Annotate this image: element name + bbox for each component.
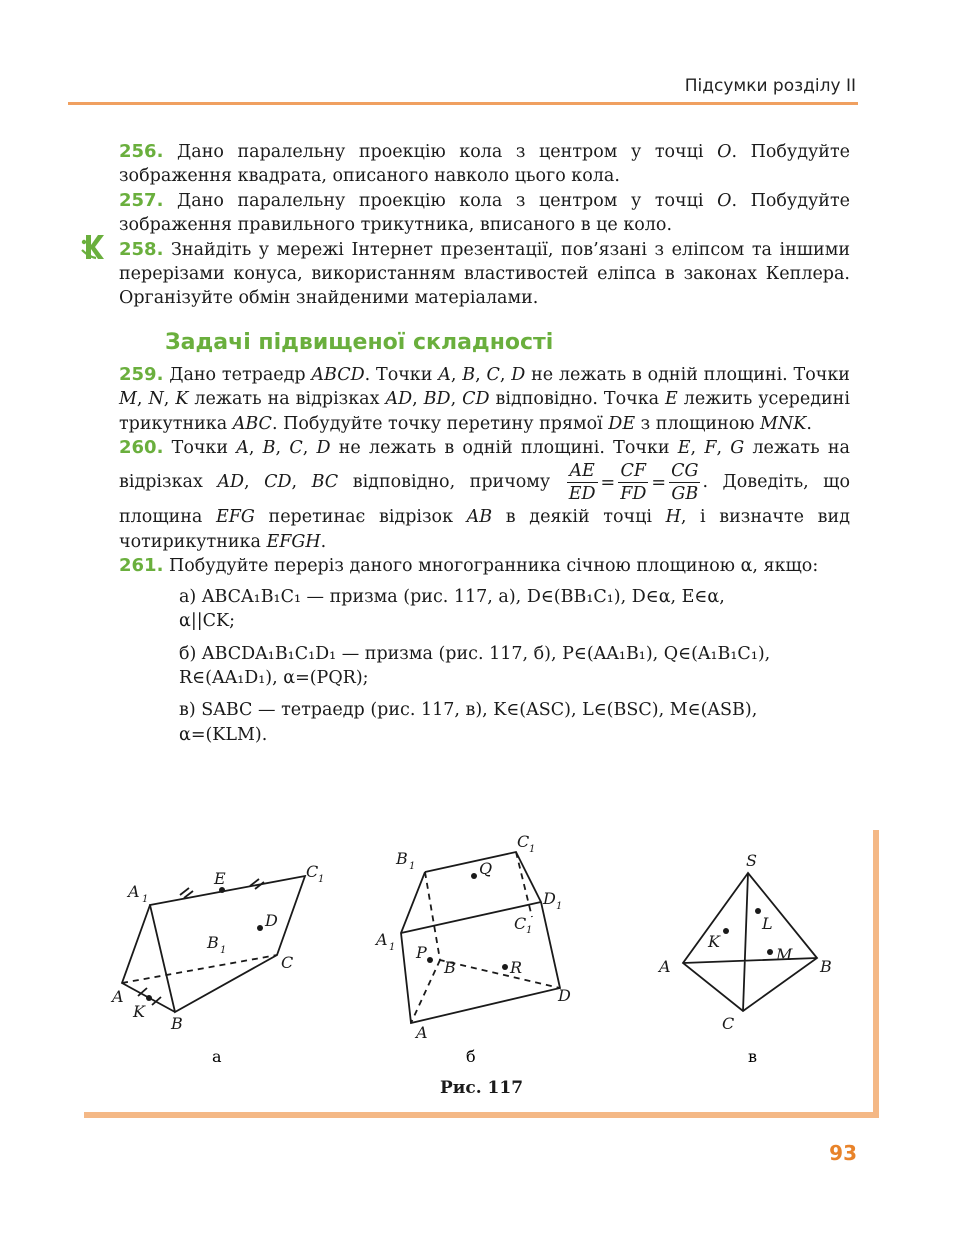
label-b: B [820,957,832,976]
equals-sign: = [600,472,616,493]
math: N [148,389,164,410]
math: MNK [760,413,807,434]
point-label: O [717,142,732,162]
problem-text: не лежать в одній площині. Точки [525,364,850,385]
problem-number: 261. [119,555,164,577]
math: ABCD [311,364,365,385]
point-d [257,925,263,931]
problem-text: , [475,364,487,385]
math: EFG [215,507,255,528]
label-k: K [708,932,720,951]
problem-text: , [716,438,731,459]
problem-number: 257. [119,189,164,211]
label-a1: A [128,882,140,901]
subscript: 1 [556,901,563,912]
label-l: L [762,914,773,933]
problem-text: не лежать в одній площині. Точки [330,438,678,459]
problem-text: лежать на відрізках [188,389,386,410]
tetrahedron-edges [683,873,817,1011]
math: DE [608,413,636,434]
problem-text: , [244,472,265,493]
denominator: ED [568,484,596,505]
subitem-text: а) ABCA₁B₁C₁ — призма (рис. 117, а), D∈(BB₁C₁), D∈α, E∈α, [179,586,725,607]
point-m [767,949,773,955]
math: D [511,364,526,385]
subscript: 1 [409,861,416,872]
point-k [723,928,729,934]
math: A [438,364,451,385]
numerator: CF [618,460,648,483]
problem-number: 259. [119,363,164,385]
math: B [462,364,476,385]
label-e: E [214,869,226,888]
label-d: D [558,986,571,1005]
figure-a-labels [110,862,324,1033]
subitem-text: α||CK; [179,611,235,632]
figure-a-points [146,887,263,1001]
problem-text: Точки [171,438,237,459]
problem-text: в деякій точці [492,507,666,528]
problem-text: , [163,389,176,410]
subitem-text: α=(KLM). [179,724,268,745]
label-d1: D [543,889,556,908]
subitem-text: R∈(AA₁D₁), α=(PQR); [179,667,369,688]
subitem-text: б) ABCDA₁B₁C₁D₁ — призма (рис. 117, б), P∈(AA₁B₁), Q∈(A₁B₁C₁), [179,643,771,664]
tetrahedron-outline [683,873,817,1011]
label-b: B [171,1014,183,1033]
label-p: P [416,943,427,962]
problem-text: , [499,364,512,385]
label-m: M [776,945,793,964]
math: F [704,438,717,459]
math: AD [217,472,245,493]
problem-text: відповідно, причому [338,472,565,493]
problem-number: 258. [119,238,164,260]
math: EFGH [266,531,321,552]
problem-text: , і визначте вид чотирикутника [119,507,850,552]
equals-sign: = [651,472,667,493]
problem-text: , [690,438,705,459]
label-c: C [722,1014,735,1033]
point-p [427,957,433,963]
subscript: 1 [526,925,533,936]
figure-caption: Рис. 117 [439,1078,524,1098]
problem-text: , [291,472,312,493]
problem-text: лежить усередині трикутника [119,389,850,434]
label-c1: C [517,832,530,851]
prism-face [150,876,305,1012]
figure-b-labels [374,832,571,1042]
subscript: 1 [142,894,149,905]
point-k [146,995,152,1001]
problem-text: , [275,438,290,459]
problem-text: , [248,438,263,459]
math: AD [385,389,413,410]
label-d: D [265,911,278,930]
problem-number: 260. [119,437,164,459]
denominator: FD [620,484,647,505]
subscript: 1 [318,874,325,885]
math: E [665,389,678,410]
figure-c-label: в [748,1047,758,1066]
math: G [730,438,745,459]
problem-text: Побудуйте переріз даного многогранника січною площиною α, якщо: [169,556,819,577]
label-a: A [659,957,671,976]
math: H [665,507,681,528]
label-q: Q [479,859,493,878]
math: CD [264,472,292,493]
label-c1-front: C [514,914,527,933]
label-b: B [444,958,456,977]
problem-text: . Побудуйте зображення правильного трикутника, вписаного в це коло. [119,190,851,236]
figure-b-label: б [466,1047,476,1066]
problem-text: Дано тетраедр [169,364,312,385]
problem-text: , [450,364,463,385]
label-k: K [133,1002,145,1021]
problem-text: Дано паралельну проекцію кола з центром у точці [177,142,718,162]
label-a: A [112,987,124,1006]
math: K [175,389,189,410]
subscript: 1 [529,844,536,855]
problem-number: 256. [119,141,164,162]
problem-text: . Побудуйте зображення квадрата, описаного навколо цього кола. [119,142,851,187]
problem-text: , [302,438,317,459]
problem-text: . [806,413,812,434]
math: BC [311,472,339,493]
label-a1: A [376,930,388,949]
problem-text: . Точки [364,364,439,385]
problem-text: відповідно. Точка [489,389,666,410]
problem-text: . Доведіть, що площина [119,472,850,528]
label-r: R [510,958,523,977]
problem-text: з площиною [635,413,761,434]
problem-text: Знайдіть у мережі Інтернет презентації, пов’язані з еліпсом та іншими перерізами конуса, використанням властивостей еліпса в законах Кеплера. Організуйте обмін знайденими матеріалами. [119,239,850,309]
label-c1: C [306,862,319,881]
tick-marks [250,879,264,889]
subscript: 1 [220,945,227,956]
point-r [502,964,508,970]
math: CD [462,389,490,410]
label-a: A [416,1023,428,1042]
running-header: Підсумки розділу II [684,76,856,96]
subscript: 1 [389,942,396,953]
problem-text: , [450,389,463,410]
problem-text: перетинає відрізок [254,507,467,528]
math: C [486,364,500,385]
subitem-text: в) SABC — тетраедр (рис. 117, в), K∈(ASC), L∈(BSC), M∈(ASB), [179,700,758,721]
math: B [262,438,276,459]
label-s: S [746,851,757,870]
figure-c [683,873,817,1011]
figure-b-points [427,873,508,970]
math: A [236,438,249,459]
section-heading: Задачі підвищеної складності [165,329,554,355]
problem-text: , [136,389,149,410]
math: ABC [232,413,272,434]
math: C [289,438,303,459]
numerator: CG [671,461,699,482]
math: BD [423,389,451,410]
denominator: GB [671,484,699,505]
point-l [755,908,761,914]
math: E [677,438,691,459]
math: D [316,438,331,459]
point-label: O [717,190,732,211]
label-b1: B [207,933,219,952]
problem-text: Дано паралельну проекцію кола з центром у точці [177,190,718,211]
problem-text: . Побудуйте точку перетину прямої [271,413,609,434]
math: M [119,389,137,410]
numerator: AE [567,460,598,483]
problem-text: лежать на відрізках [119,438,850,493]
figure-a-label: а [212,1047,222,1066]
problem-text: , [412,389,424,410]
math: AB [466,507,493,528]
page-number: 93 [829,1141,857,1165]
label-c: C [281,953,294,972]
point-q [471,873,477,879]
label-b1: B [396,849,408,868]
problem-text: . [320,531,327,552]
